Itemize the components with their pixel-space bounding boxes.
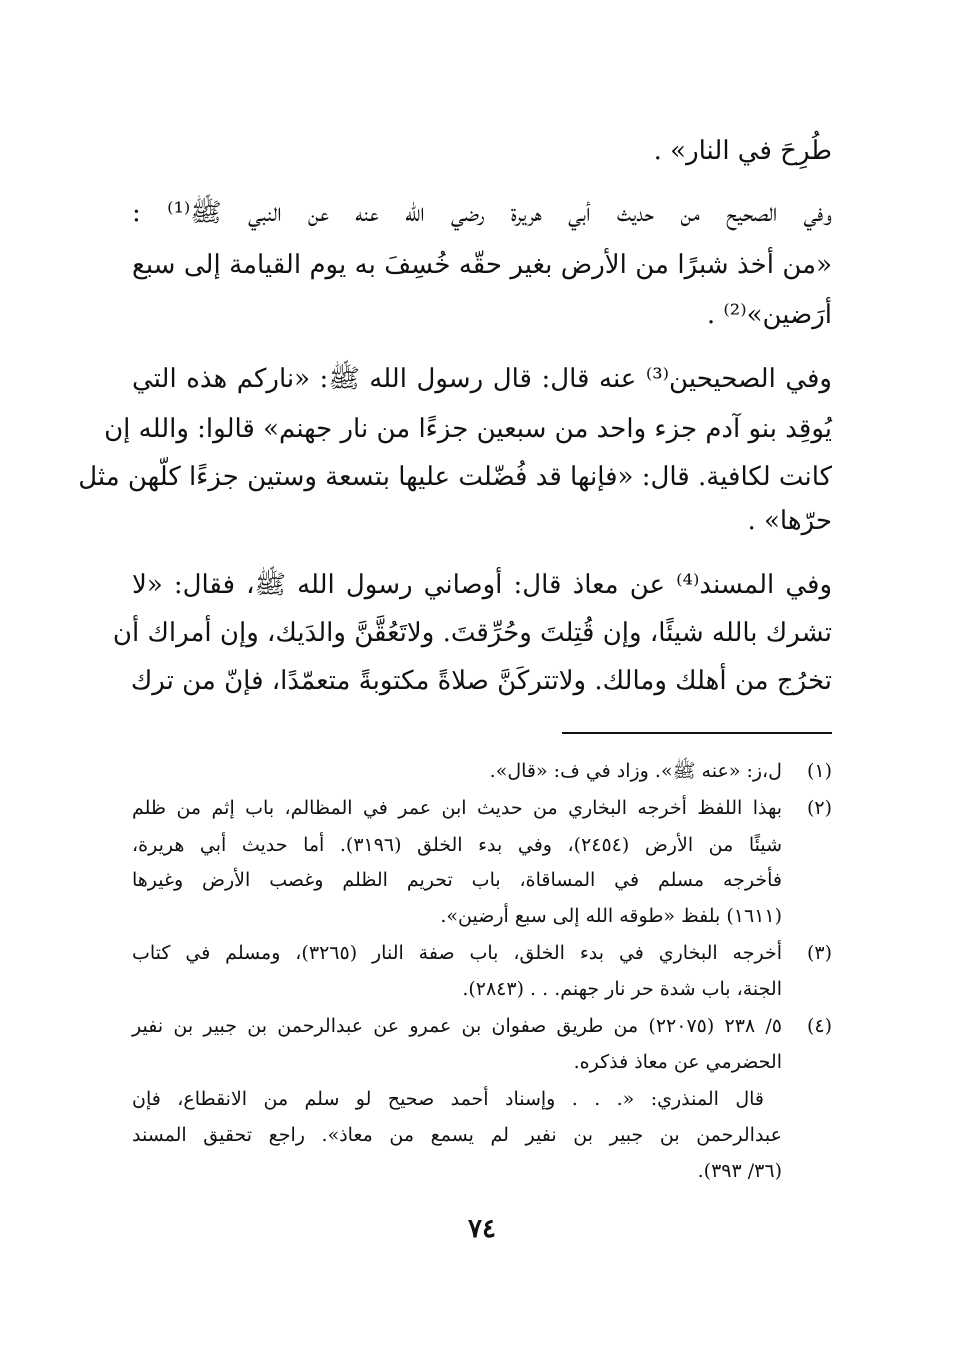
text-line: وفي الصحيحين⁽³⁾ عنه قال: قال رسول الله ﷺ: «ناركم هذه التي (132, 364, 832, 394)
footnote-line: أخرجه البخاري في بدء الخلق، باب صفة النار (٣٢٦٥)، ومسلم في كتاب (132, 942, 782, 964)
footnote-line: قال المنذري: «. . . وإسناد أحمد صحيح لو سلم من الانقطاع، فإن (132, 1088, 764, 1110)
text-line: كانت لكافية. قال: «فإنها قد فُضّلت عليها بتسعة وستين جزءًا كلّهن مثل (78, 462, 832, 492)
text-line: طُرِحَ في النار» . (653, 136, 832, 166)
text-line: يُوقِد بنو آدم جزء واحد من سبعين جزءًا من نار جهنم» قالوا: والله إن (104, 414, 832, 444)
footnote-line: الحضرمي عن معاذ فذكره. (573, 1051, 782, 1073)
footnote-line: (٣٦/ ٣٩٣). (697, 1160, 782, 1182)
footnote-line: ٥/ ٢٣٨ (٢٢٠٧٥) من طريق صفوان بن عمرو عن عبدالرحمن بن جبير بن نفير (132, 1015, 782, 1037)
footnote-number: (٢) (806, 797, 832, 819)
footnote-number: (٤) (806, 1015, 832, 1037)
footnote-line: (١٦١١) بلفظ «طوقه الله إلى سبع أرضين». (440, 905, 782, 927)
text-line: وفي الصحيح من حديث أبي هريرة رضي الله عنه عن النبي ﷺ⁽¹⁾ : (132, 198, 832, 228)
footnote-line: بهذا اللفظ أخرجه البخاري من حديث ابن عمر في المظالم، باب إثم من ظلم (132, 797, 782, 819)
footnote-number: (١) (806, 760, 832, 782)
footnote-line: الجنة، باب شدة حر نار جهنم. . . (٢٨٤٣). (462, 978, 782, 1000)
text-line: أرَضين»⁽²⁾ . (706, 300, 832, 330)
text-line: تشرك بالله شيئًا، وإن قُتِلتَ وحُرِّقتَ. ولاتَعُقَّنَّ والدَيك، وإن أمراك أن (112, 618, 832, 648)
text-line: وفي المسند⁽⁴⁾ عن معاذ قال: أوصاني رسول الله ﷺ، فقال: «لا (132, 570, 832, 600)
footnote-line: ل،ز: «عنه ﷺ». وزاد في ف: «قال». (489, 760, 782, 782)
footnote-line: فأخرجه مسلم في المساقاة، باب تحريم الظلم وغصب الأرض وغيرها (132, 869, 782, 891)
footnote-divider (562, 732, 832, 734)
footnote-number: (٣) (806, 942, 832, 964)
text-line: تخرُج من أهلك ومالك. ولاتتركَنَّ صلاةً مكتوبةً متعمّدًا، فإنّ من ترك (130, 666, 832, 696)
text-line: «من أخذ شبرًا من الأرض بغير حقّه خُسِفَ به يوم القيامة إلى سبع (132, 250, 832, 280)
page-number: ٧٤ (468, 1214, 496, 1244)
footnote-line: شيئًا من الأرض (٢٤٥٤)، وفي بدء الخلق (٣١٩٦). أما حديث أبي هريرة، (132, 834, 783, 856)
footnote-line: عبدالرحمن بن جبير بن نفير لم يسمع من معاذ». راجع تحقيق المسند (132, 1124, 782, 1146)
text-line: حرّها» . (747, 506, 832, 536)
